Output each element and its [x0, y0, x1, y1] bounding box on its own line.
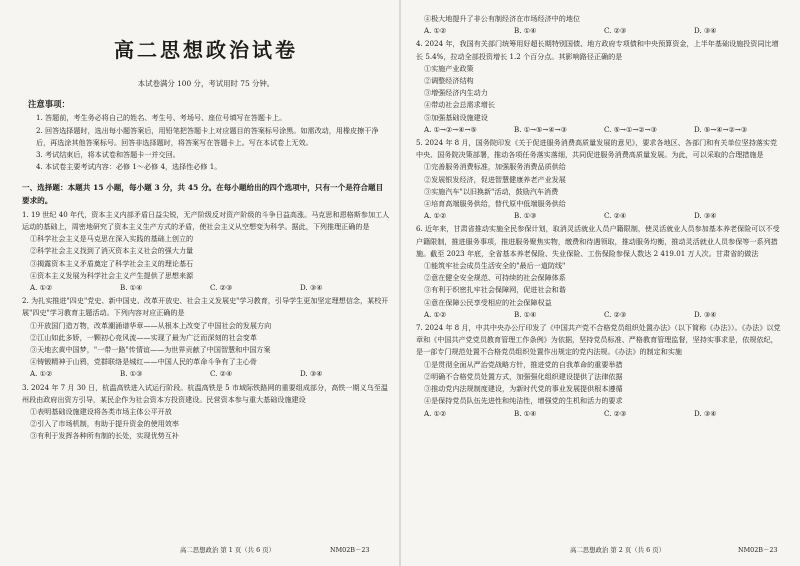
statement-option: ③天地玄黄中国梦，"一带一路"传情谊——为世界贡献了中国智慧和中国方案	[30, 345, 271, 355]
statement-option: ②江山如此多娇，一颗初心竞风流——实现了最为广泛而深刻的社会变革	[30, 332, 257, 342]
footer-page-1: 高二思想政治 第 1 页（共 6 页）	[180, 546, 275, 554]
answer-choice: C. ②③	[210, 283, 233, 293]
answer-choice: C. ②④	[604, 211, 627, 221]
answer-choice: A. ①②	[424, 26, 447, 36]
answer-choices	[416, 408, 784, 420]
statement-option: ①开放国门造万物，改革潮涌谱华章——从根本上改变了中国社会的发展方向	[30, 320, 272, 330]
answer-choices	[22, 282, 390, 294]
answer-choice: A. ①→②→④→⑤	[424, 124, 477, 134]
answer-choice: A. ①②	[30, 283, 53, 293]
statement-option: ①能筑牢社会成员生活安全的"最后一道防线"	[424, 261, 566, 271]
answer-choice: D. ⑤→④→②→③	[694, 124, 748, 134]
page-fold-divider	[399, 0, 401, 566]
answer-choice: D. ③④	[694, 26, 717, 36]
statement-option: ①完善服务消费标准，加强服务消费品质供给	[424, 162, 566, 172]
statement-option: ②意在健全安全规范、可持续的社会保障体系	[424, 273, 566, 283]
exam-meta: 本试卷满分 100 分，考试用时 75 分钟。	[137, 79, 275, 88]
answer-choice: B. ①③	[120, 369, 143, 379]
question-stem: 5. 2024 年 8 月，国务院印发《关于促进服务消费高质量发展的意见》，要求各地区、各部门和有关单位坚持落实党中央、国务院决策部署，推动各项任务落实落细，共同促进服务消费高质量发展。为此，可以采取的合理措施是	[416, 138, 778, 160]
question	[22, 382, 390, 443]
statement-option: ④培育高端服务供给，替代原中低端服务供给	[424, 199, 566, 209]
answer-choice: B. ①→⑤→④→③	[514, 124, 567, 134]
answer-choices	[22, 368, 390, 380]
statement-option: ②科学社会主义找到了消灭资本主义社会的强大力量	[30, 246, 194, 256]
page-2-column	[416, 12, 784, 420]
statement-option: ①实施产业政策	[424, 63, 474, 73]
answer-choice: C. ②④	[210, 369, 233, 379]
statement-option: ③推动党内法规制度建设，为新时代党的事业发展提供根本遵循	[424, 384, 623, 394]
statement-option: ④极大地提升了非公有制经济在市场经济中的地位	[424, 14, 581, 23]
answer-choice: A. ①②	[424, 408, 447, 418]
answer-choice: B. ①④	[514, 309, 537, 319]
notice-item: 4. 本试卷主要考试内容：必修 1～必修 4，选择性必修 1。	[36, 162, 222, 172]
question-stem: 2. 为扎实推进"四史"党史、新中国史、改革开放史、社会主义发展史"学习教育，引导学生更加坚定理想信念，某校开展"四史"学习教育主题活动。下列内容对应正确的是	[22, 296, 389, 318]
statement-option: ⑤加强基础设施建设	[424, 112, 488, 122]
answer-choice: A. ①②	[424, 211, 447, 221]
answer-choice: B. ①③	[514, 211, 537, 221]
answer-choice: C. ②③	[604, 408, 627, 418]
statement-option: ④是保持党员队伍先进性和纯洁性，增强党的生机和活力的要求	[424, 396, 623, 406]
question-stem: 7. 2024 年 8 月，中共中央办公厅印发了《中国共产党不合格党员组织处置办法》（以下简称《办法》）。《办法》以党章和《中国共产党党员教育管理工作条例》为依据，坚持党员标准、严格教育管理监督，坚持实事求是，依规依纪，是一部专门规范处置不合格党员组织处置作出规定的党内法规。《办法》的制定和实施	[416, 323, 781, 357]
question	[22, 295, 390, 380]
question	[416, 137, 784, 222]
question	[416, 322, 784, 420]
statement-option: ④带动社会总需求增长	[424, 100, 495, 110]
notice-item: 3. 考试结束后，将本试卷和答题卡一并交回。	[36, 150, 180, 160]
answer-choice: A. ①②	[30, 369, 53, 379]
footer-page-2: 高二思想政治 第 2 页（共 6 页）	[570, 546, 665, 554]
notice-item: 2. 回答选择题时，选出每小题答案后，用铅笔把答题卡上对应题目的答案标号涂黑。如需改动，用橡皮擦干净后，再选涂其他答案标号。回答非选择题时，将答案写在答题卡上。写在本试卷上无效。	[36, 125, 379, 147]
section-heading: 一、选择题：本题共 15 小题，每小题 3 分，共 45 分。在每小题给出的四个选项中，只有一个是符合题目要求的。	[22, 183, 384, 205]
statement-option: ③增强经济内生动力	[424, 88, 488, 98]
question-stem: 3. 2024 年 7 月 30 日，杭温高铁进入试运行阶段。杭温高铁是 5 市域际铁路网的重要组成部分，高铁一期义乌至温州段由政府出资方引导，某民企作为社会资本方投资建设。民营资本参与重大基础设施建设	[22, 382, 388, 404]
statement-option: ②引入了市场机制，有助于提升资金的使用效率	[30, 419, 179, 429]
answer-choice: D. ③④	[694, 408, 717, 418]
question-stem: 1. 19 世纪 40 年代，资本主义内部矛盾日益尖锐，无产阶级反对资产阶级的斗争日益高涨。马克思和恩格斯参加工人运动的基础上，周密地研究了资本主义生产方式的矛盾，使社会主义从空想变为科学。据此，下列推理正确的是	[22, 209, 390, 232]
statement-option: ①科学社会主义是马克思在深入实践的基础上创立的	[30, 234, 194, 244]
answer-choice: B. ①④	[120, 283, 143, 293]
statement-option: ③有利于织密扎牢社会保障网，促进社会和谐	[424, 285, 566, 295]
answer-choices	[416, 124, 784, 136]
notice-title: 注意事项：	[28, 99, 70, 110]
statement-option: ②发展银发经济，促进智慧健康养老产业发展	[424, 174, 566, 184]
answer-choice: C. ⑤→①→②→③	[604, 124, 657, 134]
statement-option: ③有利于发挥各种所有制的长处，实现优势互补	[30, 431, 179, 441]
answer-choice: B. ①④	[514, 26, 537, 36]
question-stem: 6. 近年来，甘肃省推动实施全民参保计划，取消灵活就业人员户籍限制，使灵活就业人员参加基本养老保险可以不受户籍限制，推进服务事项，推进服务聚焦实物，缴费和待遇领取，推动服务均衡，推动灵活就业人员参保等一系列措施。截至 2023 年底，全省基本养老保险、失业保险、工伤保险参保人数达 2 419.01 万人次。甘肃省的做法	[416, 224, 780, 258]
statement-option: ④铸锻精神于山鸦，党群联络是城红——中国人民的革命斗争有了主心骨	[30, 357, 257, 367]
footer-code-2: NM02B－23	[738, 546, 778, 554]
answer-choices	[416, 25, 784, 37]
answer-choice: D. ③④	[300, 283, 323, 293]
answer-choice: D. ③④	[300, 369, 323, 379]
statement-option: ③实施汽车"以旧换新"活动，鼓励汽车消费	[424, 186, 559, 196]
answer-choice: C. ②③	[604, 26, 627, 36]
question-stem: 4. 2024 年，我国有关部门统筹用好超长期特别国债、地方政府专项债和中央预算资金，上半年基础设施投资同比增长 5.4%，拉动全部投资增长 1.2 个百分点。其影响路径正确的是	[416, 39, 779, 61]
answer-choices	[416, 210, 784, 222]
statement-option: ③揭露资本主义矛盾奠定了科学社会主义的理论基石	[30, 258, 194, 268]
statement-option: ②明确不合格党员处置方式，加强强化组织建设提供了法律依据	[424, 371, 623, 381]
statement-option: ④意在保障公民享受相应的社会保障权益	[424, 297, 552, 307]
statement-option: ①是贯彻全面从严治党战略方针，推进党的自我革命的重要举措	[424, 359, 623, 369]
answer-choice: C. ②③	[604, 309, 627, 319]
answer-choice: B. ①④	[514, 408, 537, 418]
question	[416, 223, 784, 321]
page-1-column	[22, 14, 390, 443]
answer-choice: D. ③④	[694, 211, 717, 221]
question	[22, 209, 390, 294]
question	[416, 38, 784, 136]
statement-option: ①表明基础设施建设将各类市场主体公平开放	[30, 407, 172, 417]
statement-option: ②调整经济结构	[424, 76, 474, 86]
footer-code-1: NM02B－23	[330, 546, 370, 554]
answer-choice: A. ①②	[424, 309, 447, 319]
notice-item: 1. 答题前，考生务必将自己的姓名、考生号、考场号、座位号填写在答题卡上。	[36, 113, 287, 123]
notice-block	[22, 98, 390, 173]
question	[416, 13, 784, 37]
statement-option: ④资本主义发展为科学社会主义产生提供了思想来源	[30, 270, 194, 280]
answer-choice: D. ③④	[694, 309, 717, 319]
exam-title: 高二思想政治试卷	[114, 38, 298, 62]
answer-choices	[416, 309, 784, 321]
